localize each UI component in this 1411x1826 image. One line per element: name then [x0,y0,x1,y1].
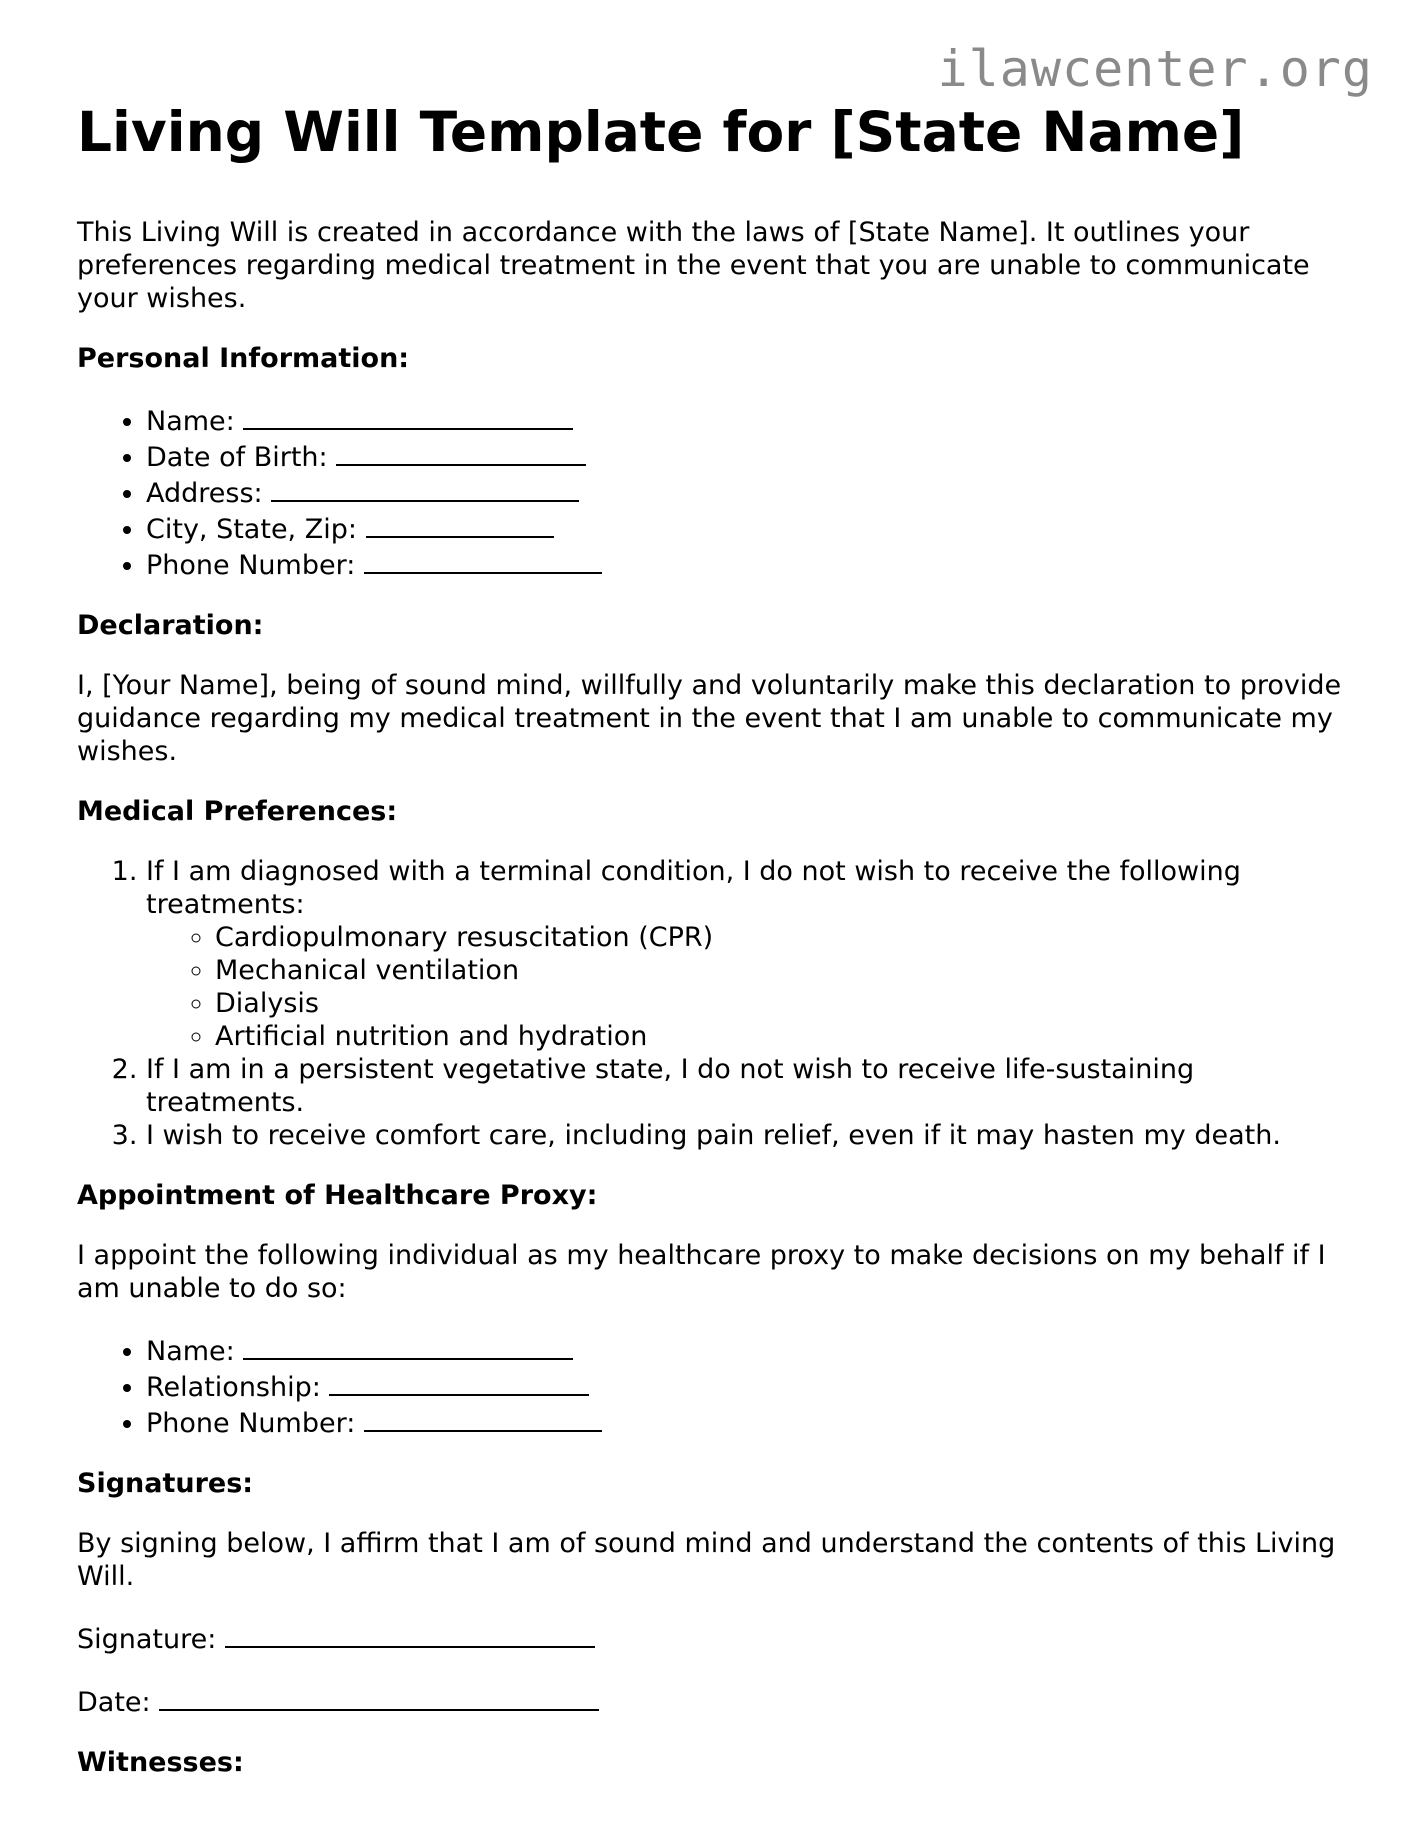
proxy-relationship-item [146,1368,1347,1404]
personal-name-item [146,402,1347,438]
field-label: Name: [146,1336,235,1367]
proxy-relationship-blank-line[interactable] [329,1368,589,1396]
dob-blank-line[interactable] [336,438,586,466]
signatures-paragraph: By signing below, I affirm that I am of sound mind and understand the contents of this Living Will. [77,1528,1336,1592]
personal-address-item [146,474,1347,510]
watermark: ilawcenter.org [937,40,1373,98]
field-label: Phone Number: [146,550,356,581]
medical-item [146,1119,1347,1152]
signature-line [77,1620,1347,1656]
treatment-item: ◦ Cardiopulmonary resuscitation (CPR) [215,921,1347,954]
signatures-heading: Signatures: [77,1468,254,1499]
address-blank-line[interactable] [271,474,579,502]
date-label: Date: [77,1687,151,1718]
declaration-paragraph: I, [Your Name], being of sound mind, willfully and voluntarily make this declaration to provide guidance regarding my medical treatment in the event that I am unable to communicate my wishes. [77,670,1342,767]
declaration-heading: Declaration: [77,610,264,641]
medical-item [146,1053,1347,1119]
phone-blank-line[interactable] [364,546,602,574]
name-blank-line[interactable] [243,402,573,430]
intro-paragraph: This Living Will is created in accordance with the laws of [State Name]. It outlines your preferences regarding medical treatment in the event that you are unable to communicate your wishes. [77,217,1310,314]
medical-item-text: If I am in a persistent vegetative state, I do not wish to receive life-sustaining treatments. [146,1054,1195,1118]
date-blank-line[interactable] [159,1683,599,1711]
medical-item-text: I wish to receive comfort care, including pain relief, even if it may hasten my death. [146,1120,1281,1151]
personal-dob-item [146,438,1347,474]
treatment-item: ◦ Artificial nutrition and hydration [215,1020,1347,1053]
proxy-phone-item [146,1404,1347,1440]
witnesses-heading: Witnesses: [77,1747,244,1778]
healthcare-proxy-heading: Appointment of Healthcare Proxy: [77,1180,598,1211]
date-line [77,1683,1347,1719]
treatment-sublist [146,921,1347,1053]
treatment-item: ◦ Mechanical ventilation [215,954,1347,987]
city-state-zip-blank-line[interactable] [366,510,554,538]
medical-item-text: If I am diagnosed with a terminal condition, I do not wish to receive the following treatments: [146,856,1241,920]
personal-info-heading: Personal Information: [77,343,410,374]
medical-preferences-heading: Medical Preferences: [77,796,398,827]
field-label: Relationship: [146,1372,321,1403]
field-label: Date of Birth: [146,442,328,473]
medical-item [146,855,1347,1053]
proxy-name-blank-line[interactable] [243,1332,573,1360]
proxy-info-list [77,1332,1347,1440]
field-label: City, State, Zip: [146,514,357,545]
signature-blank-line[interactable] [225,1620,595,1648]
personal-city-item [146,510,1347,546]
field-label: Address: [146,478,263,509]
proxy-phone-blank-line[interactable] [364,1404,602,1432]
document-page [77,98,1347,1806]
field-label: Name: [146,406,235,437]
healthcare-proxy-paragraph: I appoint the following individual as my healthcare proxy to make decisions on my behalf if I am unable to do so: [77,1240,1326,1304]
personal-info-list [77,402,1347,582]
page-title: Living Will Template for [State Name] [77,100,1245,164]
personal-phone-item [146,546,1347,582]
proxy-name-item [146,1332,1347,1368]
signature-label: Signature: [77,1624,217,1655]
field-label: Phone Number: [146,1408,356,1439]
medical-preferences-list [77,855,1347,1152]
treatment-item: ◦ Dialysis [215,987,1347,1020]
